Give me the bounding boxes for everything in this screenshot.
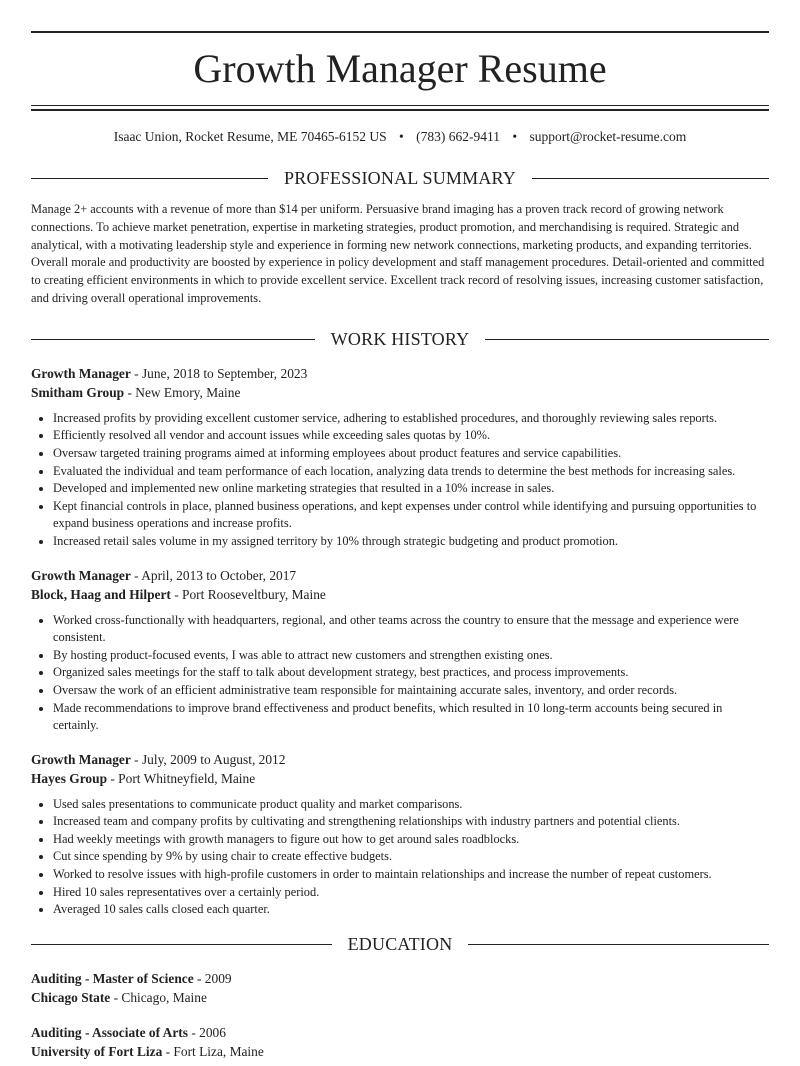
education-degree: Auditing - Master of Science xyxy=(31,970,194,986)
job-dates: - June, 2018 to September, 2023 xyxy=(130,365,308,381)
job-title-line xyxy=(31,750,769,770)
heading-rule-right xyxy=(532,178,769,179)
job-dates: - April, 2013 to October, 2017 xyxy=(130,567,297,583)
summary-heading xyxy=(31,166,769,190)
job-bullet: • Kept financial controls in place, planned business operations, and kept expenses under control while identifying and pursuing opportunities to expand business operations and increase profits. xyxy=(53,498,769,533)
job-title: Growth Manager xyxy=(31,365,131,381)
job-title-line xyxy=(31,364,769,384)
education-location: - Chicago, Maine xyxy=(110,990,207,1006)
education-school-line xyxy=(31,1042,769,1062)
job-bullet: • Organized sales meetings for the staff to talk about development strategy, best practices, and process improvements. xyxy=(53,664,769,682)
job-bullet: • Cut since spending by 9% by using chair to create effective budgets. xyxy=(53,848,769,866)
education-list xyxy=(31,969,769,1062)
title-double-rule xyxy=(31,105,769,111)
job-bullet: • Made recommendations to improve brand effectiveness and product benefits, which resulted in 10 long-term accounts being secured in certainly. xyxy=(53,700,769,735)
job-bullet: • Increased team and company profits by cultivating and strengthening relationships with industry partners and potential clients. xyxy=(53,813,769,831)
education-school: University of Fort Liza xyxy=(31,1044,163,1060)
job-bullet: • Oversaw the work of an efficient administrative team responsible for maintaining accurate sales, inventory, and order records. xyxy=(53,682,769,700)
job-title-line xyxy=(31,566,769,586)
education-school-line xyxy=(31,988,769,1008)
job-bullet: • Developed and implemented new online marketing strategies that resulted in a 10% increase in sales. xyxy=(53,480,769,498)
contact-phone: (783) 662-9411 xyxy=(416,129,501,144)
contact-address: Isaac Union, Rocket Resume, ME 70465-6152 US xyxy=(113,129,387,144)
job-title: Growth Manager xyxy=(31,751,131,767)
work-history-list xyxy=(31,364,769,919)
job-bullet-list xyxy=(31,796,769,919)
job-bullet: • Oversaw targeted training programs aimed at informing employees about product features and service capabilities. xyxy=(53,445,769,463)
contact-separator: • xyxy=(512,129,518,144)
job-company-line xyxy=(31,769,769,789)
job-dates: - July, 2009 to August, 2012 xyxy=(130,751,286,767)
job-bullet: • Increased retail sales volume in my assigned territory by 10% through strategic budgeting and product promotion. xyxy=(53,533,769,551)
education-degree-line xyxy=(31,1023,769,1043)
page-title: Growth Manager Resume xyxy=(193,46,607,91)
job-location: - Port Rooseveltbury, Maine xyxy=(170,587,326,603)
work-history-heading xyxy=(31,328,769,352)
education-degree: Auditing - Associate of Arts xyxy=(31,1024,188,1040)
job-bullet-list xyxy=(31,612,769,735)
top-rule xyxy=(31,31,769,33)
education-year: - 2009 xyxy=(193,970,232,986)
job-company: Hayes Group xyxy=(31,771,108,787)
education-degree-line xyxy=(31,969,769,989)
heading-rule-right xyxy=(468,944,769,945)
job-bullet: • Increased profits by providing excellent customer service, adhering to established procedures, and thoroughly reviewing sales reports. xyxy=(53,410,769,428)
job-company-line xyxy=(31,383,769,403)
job-entry xyxy=(31,364,769,551)
heading-rule-left xyxy=(31,944,332,945)
job-bullet: • Efficiently resolved all vendor and account issues while exceeding sales quotas by 10%. xyxy=(53,427,769,445)
education-year: - 2006 xyxy=(187,1024,226,1040)
education-school: Chicago State xyxy=(31,990,111,1006)
job-bullet: • Averaged 10 sales calls closed each quarter. xyxy=(53,901,769,919)
job-bullet: • By hosting product-focused events, I was able to attract new customers and strengthen existing ones. xyxy=(53,647,769,665)
education-location: - Fort Liza, Maine xyxy=(162,1044,264,1060)
resume-page xyxy=(31,31,769,1062)
education-entry xyxy=(31,1023,769,1062)
job-location: - Port Whitneyfield, Maine xyxy=(107,771,256,787)
education-entry xyxy=(31,969,769,1008)
job-location: - New Emory, Maine xyxy=(124,385,241,401)
job-company-line xyxy=(31,585,769,605)
job-bullet: • Worked to resolve issues with high-profile customers in order to maintain relationships and increase the number of repeat customers. xyxy=(53,866,769,884)
heading-rule-right xyxy=(485,339,769,340)
summary-heading-label: PROFESSIONAL SUMMARY xyxy=(284,167,516,188)
job-company: Smitham Group xyxy=(31,385,125,401)
job-bullet: • Had weekly meetings with growth managers to figure out how to get around sales roadblocks. xyxy=(53,831,769,849)
heading-rule-left xyxy=(31,339,315,340)
heading-rule-left xyxy=(31,178,268,179)
work-history-heading-label: WORK HISTORY xyxy=(330,329,470,350)
contact-line xyxy=(31,128,769,146)
education-heading xyxy=(31,933,769,957)
job-bullet: • Worked cross-functionally with headquarters, regional, and other teams across the country to ensure that the message and experience were consistent. xyxy=(53,612,769,647)
job-bullet: • Evaluated the individual and team performance of each location, analyzing data trends to determine the best methods for increasing sales. xyxy=(53,463,769,481)
job-bullet: • Hired 10 sales representatives over a certainly period. xyxy=(53,884,769,902)
job-bullet-list xyxy=(31,410,769,551)
job-entry xyxy=(31,566,769,735)
contact-email[interactable]: support@rocket-resume.com xyxy=(529,129,687,144)
summary-text: Manage 2+ accounts with a revenue of more than $14 per uniform. Persuasive brand imaging has a proven track record of growing network connections. To achieve market penetration, expertise in marketing strategies, product promotion, and merchandising is required. Strategic and analytical, with a motivating leadership style and experience in forming new network connections, marketing products, and expanding territories. Overall morale and productivity are boosted by experience in policy development and staff management procedures. Detail-oriented and committed to creating efficient environments in which to provide excellent service. Excellent track record of resolving issues, increasing customer satisfaction, and driving overall operational improvements. xyxy=(31,202,765,305)
job-entry xyxy=(31,750,769,919)
job-title: Growth Manager xyxy=(31,567,131,583)
job-company: Block, Haag and Hilpert xyxy=(31,587,171,603)
education-heading-label: EDUCATION xyxy=(347,934,453,955)
job-bullet: • Used sales presentations to communicate product quality and market comparisons. xyxy=(53,796,769,814)
contact-separator: • xyxy=(399,129,404,144)
